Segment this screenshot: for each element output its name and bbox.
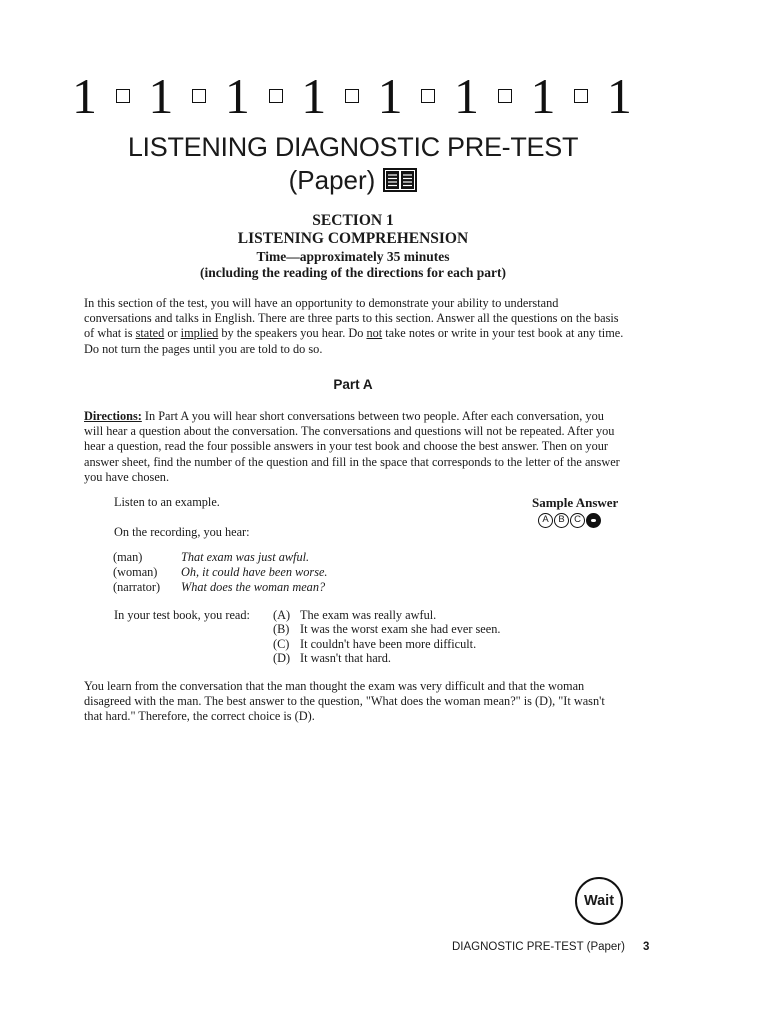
option-text: It wasn't that hard. bbox=[300, 651, 392, 665]
banner-square bbox=[345, 89, 359, 103]
banner-square bbox=[192, 89, 206, 103]
wait-icon: Wait bbox=[575, 877, 623, 925]
subtitle-text: (Paper) bbox=[288, 165, 376, 195]
banner-square bbox=[116, 89, 130, 103]
directions-label: Directions: bbox=[84, 409, 142, 423]
recording-intro: On the recording, you hear: bbox=[114, 525, 250, 539]
page-subtitle bbox=[0, 165, 706, 199]
option-letter: (C) bbox=[273, 637, 290, 651]
answer-option bbox=[273, 608, 436, 623]
explanation-paragraph: You learn from the conversation that the man thought the exam was very difficult and that the woman disagreed with the man. The best answer to the question, "What does the woman mean?" is (D), "It wasn't that hard." Therefore, the correct choice is (D). bbox=[84, 679, 605, 724]
banner-square bbox=[269, 89, 283, 103]
banner-square bbox=[421, 89, 435, 103]
banner-square bbox=[574, 89, 588, 103]
banner-digit: 1 bbox=[301, 68, 327, 124]
answer-option bbox=[273, 651, 391, 666]
option-text: The exam was really awful. bbox=[300, 608, 437, 622]
dialog-line: Oh, it could have been worse. bbox=[181, 565, 328, 579]
section-time: Time—approximately 35 minutes bbox=[256, 249, 450, 264]
option-letter: (D) bbox=[273, 651, 291, 665]
intro-stated: stated bbox=[135, 326, 165, 341]
answer-bubble-a: A bbox=[538, 513, 553, 528]
page-number: 3 bbox=[643, 941, 650, 953]
banner-square bbox=[498, 89, 512, 103]
banner-digit: 1 bbox=[224, 68, 250, 124]
option-text: It was the worst exam she had ever seen. bbox=[300, 622, 501, 636]
section-banner bbox=[72, 66, 632, 126]
page-title: LISTENING DIAGNOSTIC PRE-TEST bbox=[127, 132, 579, 162]
part-a-heading: Part A bbox=[333, 377, 373, 392]
running-footer: DIAGNOSTIC PRE-TEST (Paper) bbox=[452, 941, 625, 953]
banner-digit: 1 bbox=[377, 68, 403, 124]
section-name: LISTENING COMPREHENSION bbox=[237, 230, 469, 247]
dialog-line: That exam was just awful. bbox=[181, 550, 310, 564]
intro-text: or bbox=[164, 326, 181, 341]
example-intro: Listen to an example. bbox=[114, 495, 220, 509]
answer-option bbox=[273, 637, 476, 652]
answer-bubble-b: B bbox=[554, 513, 569, 528]
answer-bubble-c: C bbox=[570, 513, 585, 528]
banner-digit: 1 bbox=[530, 68, 556, 124]
banner-digit: 1 bbox=[606, 68, 632, 124]
directions-text: In Part A you will hear short conversations between two people. After each conversation, you will hear a question about the conversation. The conversations and questions will not be repeated. After you hear a question, read the four possible answers in your test book and choose the best answer. Then on your answer sheet, find the number of the question and fill in the space that corresponds to the letter of the answer you have chosen. bbox=[84, 409, 620, 484]
intro-paragraph bbox=[84, 296, 624, 357]
sample-answer-label: Sample Answer bbox=[532, 495, 619, 510]
dialog-line: What does the woman mean? bbox=[181, 580, 326, 594]
dialog-speaker: (narrator) bbox=[113, 580, 161, 594]
sample-answer-bubbles bbox=[538, 513, 601, 528]
section-note: (including the reading of the directions for each part) bbox=[200, 265, 506, 280]
banner-digit: 1 bbox=[148, 68, 174, 124]
option-letter: (B) bbox=[273, 622, 290, 636]
intro-not: not bbox=[366, 326, 383, 341]
banner-digit: 1 bbox=[72, 68, 97, 124]
directions-paragraph bbox=[84, 409, 624, 485]
dialog-speaker: (woman) bbox=[113, 565, 158, 579]
banner-digit: 1 bbox=[454, 68, 480, 124]
answer-option bbox=[273, 622, 500, 637]
book-icon bbox=[383, 168, 417, 199]
intro-text: take notes or write in your test book at any time. Do not turn the pages until you are told to do so. bbox=[84, 326, 624, 356]
intro-text: In this section of the test, you will have an opportunity to demonstrate your ability to understand conversations and talks in English. There are three parts to this section. Answer all the questions on the basis of what is bbox=[84, 296, 619, 341]
option-text: It couldn't have been more difficult. bbox=[300, 637, 477, 651]
dialog-speaker: (man) bbox=[113, 550, 143, 564]
test-book-intro: In your test book, you read: bbox=[114, 608, 250, 622]
intro-text: by the speakers you hear. Do bbox=[218, 326, 367, 341]
intro-implied: implied bbox=[180, 326, 219, 341]
section-heading: SECTION 1 bbox=[312, 212, 394, 229]
answer-bubble-d-filled bbox=[586, 513, 601, 528]
option-letter: (A) bbox=[273, 608, 291, 622]
